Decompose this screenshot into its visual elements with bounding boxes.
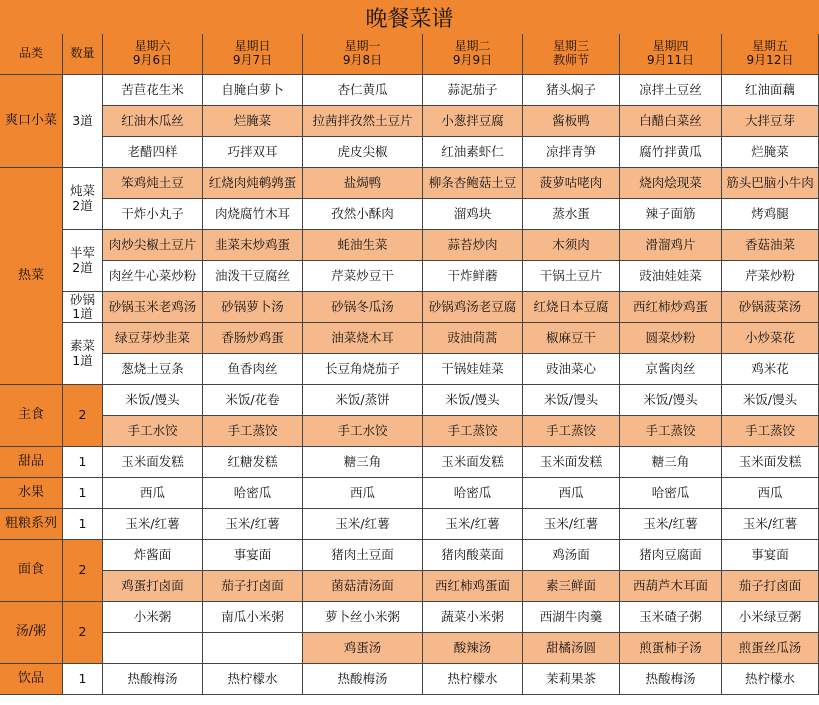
- dish-cell: 玉米/红薯: [523, 509, 620, 540]
- dish-cell: 红油素虾仁: [423, 137, 523, 168]
- dish-cell: 肉烧腐竹木耳: [203, 199, 303, 230]
- dish-cell: 芹菜炒粉: [722, 261, 819, 292]
- dish-cell: 西湖牛肉羹: [523, 602, 620, 633]
- dish-cell: 拉茜拌孜然土豆片: [303, 106, 423, 137]
- dish-cell: 香菇油菜: [722, 230, 819, 261]
- dish-cell: 圆菜炒粉: [620, 323, 722, 354]
- dish-cell: 干炸鲜蘑: [423, 261, 523, 292]
- header-day: 星期四 9月11日: [620, 34, 722, 75]
- dish-cell: 辣子面筋: [620, 199, 722, 230]
- dish-cell: 鱼香肉丝: [203, 354, 303, 385]
- dish-cell: 笨鸡炖土豆: [103, 168, 203, 199]
- dish-cell: 小葱拌豆腐: [423, 106, 523, 137]
- dish-cell: 热酸梅汤: [620, 664, 722, 695]
- dish-cell: 糖三角: [620, 447, 722, 478]
- dish-cell: 红烧肉炖鹌鹑蛋: [203, 168, 303, 199]
- dish-cell: 事宴面: [203, 540, 303, 571]
- dish-cell: 茉莉果茶: [523, 664, 620, 695]
- dish-cell: 茄子打卤面: [722, 571, 819, 602]
- category-count: 2: [63, 385, 103, 447]
- dish-cell: 木须肉: [523, 230, 620, 261]
- dish-cell: 米饭/馒头: [103, 385, 203, 416]
- dish-cell: 玉米/红薯: [203, 509, 303, 540]
- menu-title: 晚餐菜谱: [0, 0, 819, 35]
- dish-cell: 玉米面发糕: [103, 447, 203, 478]
- dish-cell: 豉油娃娃菜: [620, 261, 722, 292]
- dish-cell: 糖三角: [303, 447, 423, 478]
- dish-cell: 虎皮尖椒: [303, 137, 423, 168]
- dish-cell: 猪肉酸菜面: [423, 540, 523, 571]
- dish-cell: 柳条杏鲍菇土豆: [423, 168, 523, 199]
- dish-cell: 西红柿炒鸡蛋: [620, 292, 722, 323]
- dish-cell: 炸酱面: [103, 540, 203, 571]
- dish-cell: 玉米/红薯: [103, 509, 203, 540]
- dish-cell: 热酸梅汤: [103, 664, 203, 695]
- category-label: 汤/粥: [0, 602, 63, 664]
- dish-cell: 西红柿鸡蛋面: [423, 571, 523, 602]
- dish-cell: 盐焗鸭: [303, 168, 423, 199]
- dish-cell: 玉米面发糕: [523, 447, 620, 478]
- dish-cell: 鸡蛋汤: [303, 633, 423, 664]
- dish-cell: 热柠檬水: [722, 664, 819, 695]
- category-count: 1: [63, 664, 103, 695]
- dish-cell: 米饭/馒头: [620, 385, 722, 416]
- dish-cell: 玉米面发糕: [722, 447, 819, 478]
- dish-cell: 热柠檬水: [423, 664, 523, 695]
- dish-cell: 蒸水蛋: [523, 199, 620, 230]
- dish-cell: [103, 633, 203, 664]
- dish-cell: 红油木瓜丝: [103, 106, 203, 137]
- dish-cell: 事宴面: [722, 540, 819, 571]
- dish-cell: 猪肉土豆面: [303, 540, 423, 571]
- sub-category: 炖菜 2道: [63, 168, 103, 230]
- dish-cell: 苦苣花生米: [103, 75, 203, 106]
- dish-cell: 米饭/馒头: [423, 385, 523, 416]
- dish-cell: 长豆角烧茄子: [303, 354, 423, 385]
- dish-cell: 砂锅萝卜汤: [203, 292, 303, 323]
- dish-cell: 手工水饺: [303, 416, 423, 447]
- category-label: 饮品: [0, 664, 63, 695]
- dish-cell: 杏仁黄瓜: [303, 75, 423, 106]
- dish-cell: 砂锅菠菜汤: [722, 292, 819, 323]
- dish-cell: 白醋白菜丝: [620, 106, 722, 137]
- header-day: 星期日 9月7日: [203, 34, 303, 75]
- dish-cell: 南瓜小米粥: [203, 602, 303, 633]
- dish-cell: 西瓜: [523, 478, 620, 509]
- dish-cell: 腐竹拌黄瓜: [620, 137, 722, 168]
- category-label: 热菜: [0, 168, 63, 385]
- dish-cell: 哈密瓜: [203, 478, 303, 509]
- dish-cell: 大拌豆芽: [722, 106, 819, 137]
- dish-cell: 芹菜炒豆干: [303, 261, 423, 292]
- dish-cell: 烧肉烩现菜: [620, 168, 722, 199]
- dish-cell: 米饭/馒头: [722, 385, 819, 416]
- sub-category: 砂锅 1道: [63, 292, 103, 323]
- dish-cell: 蒜苔炒肉: [423, 230, 523, 261]
- dish-cell: 溜鸡块: [423, 199, 523, 230]
- dish-cell: 鸡米花: [722, 354, 819, 385]
- sub-category: 素菜 1道: [63, 323, 103, 385]
- category-label: 粗粮系列: [0, 509, 63, 540]
- category-count: 3道: [63, 75, 103, 168]
- dish-cell: 手工水饺: [103, 416, 203, 447]
- header-count: 数量: [63, 34, 103, 75]
- dish-cell: 香肠炒鸡蛋: [203, 323, 303, 354]
- dish-cell: 砂锅冬瓜汤: [303, 292, 423, 323]
- dish-cell: 红油面藕: [722, 75, 819, 106]
- dish-cell: 烂腌菜: [722, 137, 819, 168]
- dish-cell: 小米粥: [103, 602, 203, 633]
- dish-cell: 京酱肉丝: [620, 354, 722, 385]
- dish-cell: 红糖发糕: [203, 447, 303, 478]
- dish-cell: 米饭/花卷: [203, 385, 303, 416]
- dish-cell: 甜橘汤圆: [523, 633, 620, 664]
- dish-cell: 砂锅鸡汤老豆腐: [423, 292, 523, 323]
- dish-cell: 油泼干豆腐丝: [203, 261, 303, 292]
- header-day: 星期五 9月12日: [722, 34, 819, 75]
- category-label: 主食: [0, 385, 63, 447]
- dish-cell: 手工蒸饺: [203, 416, 303, 447]
- dish-cell: 滑溜鸡片: [620, 230, 722, 261]
- dish-cell: 米饭/蒸饼: [303, 385, 423, 416]
- dish-cell: 凉拌青笋: [523, 137, 620, 168]
- dish-cell: 手工蒸饺: [523, 416, 620, 447]
- dish-cell: 蒜泥茄子: [423, 75, 523, 106]
- dish-cell: 鸡汤面: [523, 540, 620, 571]
- dish-cell: 茄子打卤面: [203, 571, 303, 602]
- category-count: 1: [63, 478, 103, 509]
- dish-cell: 手工蒸饺: [423, 416, 523, 447]
- dish-cell: 米饭/馒头: [523, 385, 620, 416]
- dish-cell: 西瓜: [303, 478, 423, 509]
- dish-cell: 烤鸡腿: [722, 199, 819, 230]
- dish-cell: 猪头焖子: [523, 75, 620, 106]
- dish-cell: 干锅土豆片: [523, 261, 620, 292]
- dish-cell: 肉炒尖椒土豆片: [103, 230, 203, 261]
- header-day: 星期二 9月9日: [423, 34, 523, 75]
- dish-cell: 手工蒸饺: [722, 416, 819, 447]
- dish-cell: 筋头巴脑小牛肉: [722, 168, 819, 199]
- dish-cell: 凉拌土豆丝: [620, 75, 722, 106]
- dish-cell: 韭菜末炒鸡蛋: [203, 230, 303, 261]
- dish-cell: 红烧日本豆腐: [523, 292, 620, 323]
- dish-cell: 手工蒸饺: [620, 416, 722, 447]
- dish-cell: 煎蛋丝瓜汤: [722, 633, 819, 664]
- category-count: 1: [63, 509, 103, 540]
- dish-cell: 热酸梅汤: [303, 664, 423, 695]
- dish-cell: 蔬菜小米粥: [423, 602, 523, 633]
- dish-cell: 西瓜: [722, 478, 819, 509]
- dish-cell: 肉丝牛心菜炒粉: [103, 261, 203, 292]
- header-category: 品类: [0, 34, 63, 75]
- sub-category: 半荤 2道: [63, 230, 103, 292]
- dish-cell: 菌菇清汤面: [303, 571, 423, 602]
- dish-cell: 西葫芦木耳面: [620, 571, 722, 602]
- dish-cell: 干炸小丸子: [103, 199, 203, 230]
- header-day: 星期三 教师节: [523, 34, 620, 75]
- dish-cell: 豉油菜心: [523, 354, 620, 385]
- dish-cell: 酱板鸭: [523, 106, 620, 137]
- dish-cell: 玉米/红薯: [620, 509, 722, 540]
- dish-cell: 小米绿豆粥: [722, 602, 819, 633]
- dish-cell: 蚝油生菜: [303, 230, 423, 261]
- category-label: 爽口小菜: [0, 75, 63, 168]
- dish-cell: 烂腌菜: [203, 106, 303, 137]
- dish-cell: 玉米/红薯: [303, 509, 423, 540]
- dish-cell: [203, 633, 303, 664]
- header-day: 星期一 9月8日: [303, 34, 423, 75]
- category-label: 面食: [0, 540, 63, 602]
- dish-cell: 玉米碴子粥: [620, 602, 722, 633]
- dish-cell: 玉米面发糕: [423, 447, 523, 478]
- category-label: 甜品: [0, 447, 63, 478]
- dish-cell: 自腌白萝卜: [203, 75, 303, 106]
- dish-cell: 老醋四样: [103, 137, 203, 168]
- category-label: 水果: [0, 478, 63, 509]
- category-count: 2: [63, 602, 103, 664]
- header-day: 星期六 9月6日: [103, 34, 203, 75]
- dish-cell: 哈密瓜: [423, 478, 523, 509]
- dish-cell: 孜然小酥肉: [303, 199, 423, 230]
- dish-cell: 哈密瓜: [620, 478, 722, 509]
- dish-cell: 菠萝咕咾肉: [523, 168, 620, 199]
- dish-cell: 巧拌双耳: [203, 137, 303, 168]
- dish-cell: 酸辣汤: [423, 633, 523, 664]
- dish-cell: 西瓜: [103, 478, 203, 509]
- category-count: 2: [63, 540, 103, 602]
- dish-cell: 油菜烧木耳: [303, 323, 423, 354]
- dish-cell: 鸡蛋打卤面: [103, 571, 203, 602]
- dish-cell: 豉油茼蒿: [423, 323, 523, 354]
- dish-cell: 玉米/红薯: [423, 509, 523, 540]
- dish-cell: 煎蛋柿子汤: [620, 633, 722, 664]
- dish-cell: 干锅娃娃菜: [423, 354, 523, 385]
- dish-cell: 猪肉豆腐面: [620, 540, 722, 571]
- dish-cell: 萝卜丝小米粥: [303, 602, 423, 633]
- dish-cell: 玉米/红薯: [722, 509, 819, 540]
- dish-cell: 绿豆芽炒韭菜: [103, 323, 203, 354]
- dish-cell: 椒麻豆干: [523, 323, 620, 354]
- dish-cell: 素三鲜面: [523, 571, 620, 602]
- dish-cell: 热柠檬水: [203, 664, 303, 695]
- dish-cell: 小炒菜花: [722, 323, 819, 354]
- dish-cell: 砂锅玉米老鸡汤: [103, 292, 203, 323]
- dish-cell: 葱烧土豆条: [103, 354, 203, 385]
- category-count: 1: [63, 447, 103, 478]
